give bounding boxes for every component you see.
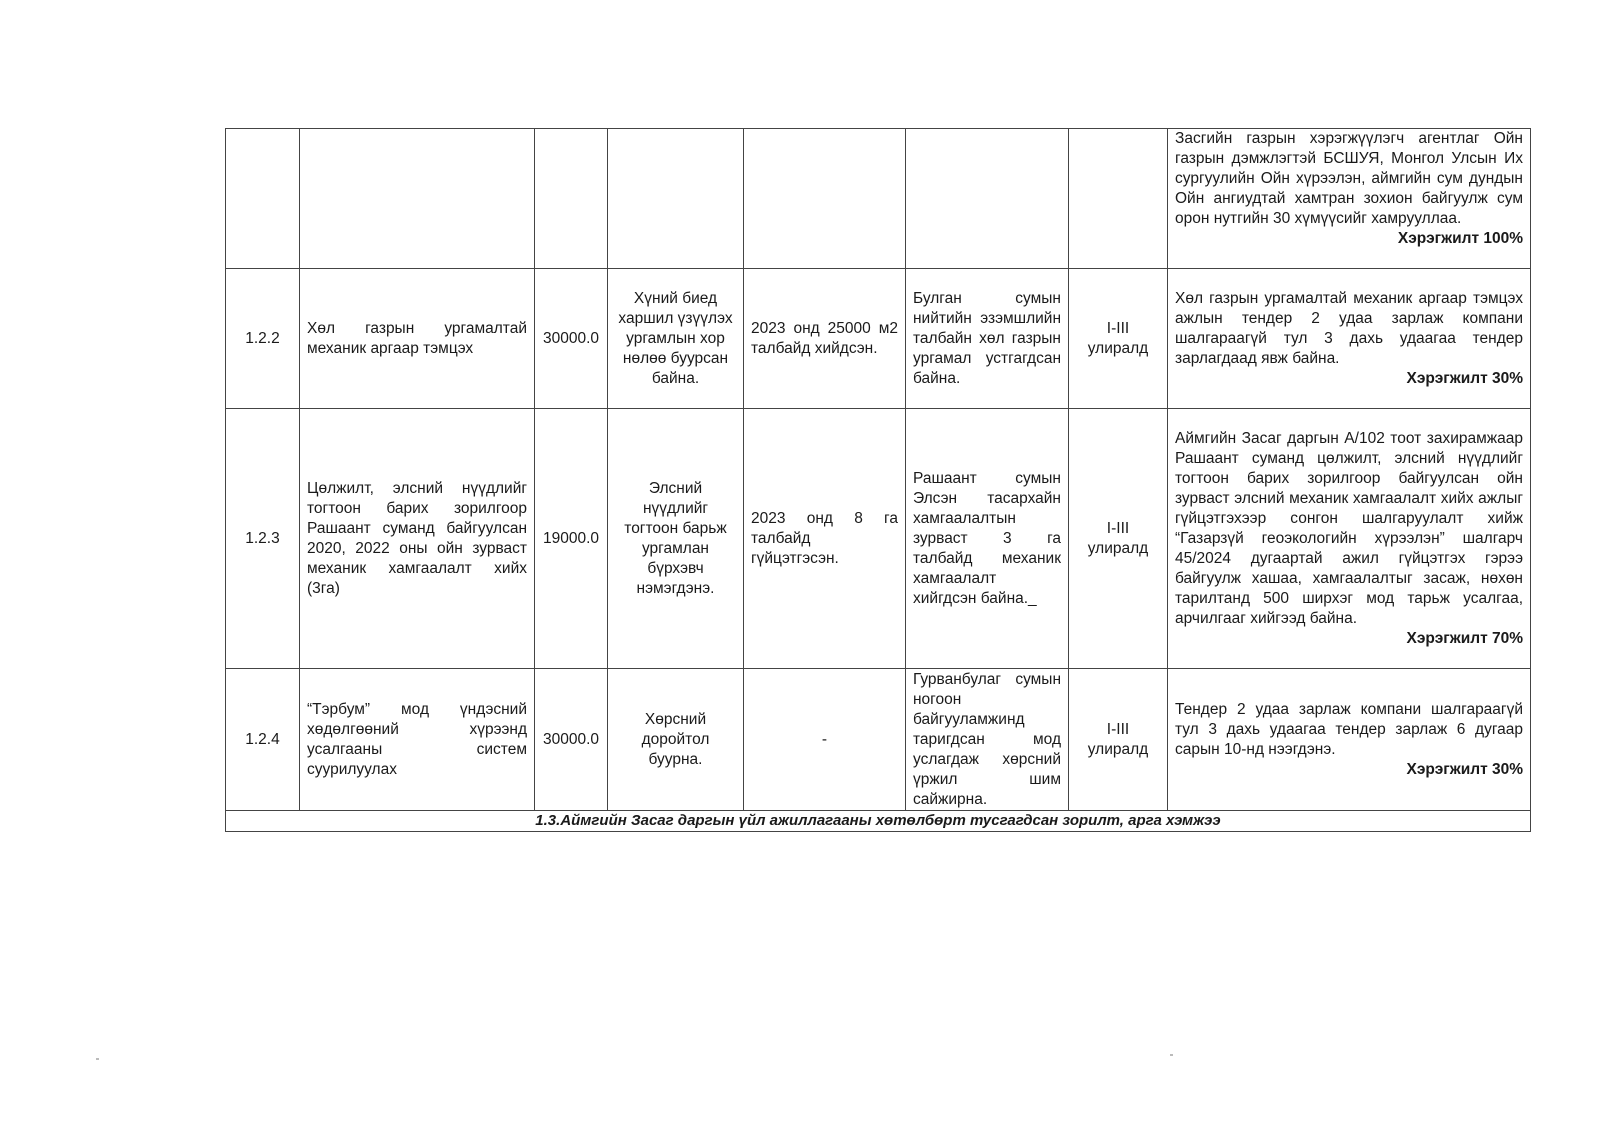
target-cell: Булган сумын нийтийн эзэмшлийн талбайн хөл газрын ургамал устгагдсан байна. xyxy=(906,269,1069,409)
period-cell: I-III улиралд xyxy=(1069,269,1168,409)
table-row xyxy=(226,129,1531,269)
period-cell: I-III улиралд xyxy=(1069,669,1168,811)
report-text: Тендер 2 удаа зарлаж компани шалгараагүй тул 3 дахь удаагаа тендер зарлаж 6 дугаар сарын 10-нд нээгдэнэ. xyxy=(1175,700,1523,758)
implementation-report-table xyxy=(225,128,1531,832)
outcome-cell: Элсний нүүдлийг тогтоон барьж ургамлан бүрхэвч нэмэгдэнэ. xyxy=(608,409,744,669)
scan-speck xyxy=(1170,1054,1173,1056)
budget-cell: 30000.0 xyxy=(535,669,608,811)
table-row xyxy=(226,669,1531,811)
period-cell: I-III улиралд xyxy=(1069,409,1168,669)
baseline-cell: 2023 онд 8 га талбайд гүйцэтгэсэн. xyxy=(744,409,906,669)
completion-rate: Хэрэгжилт 100% xyxy=(1397,230,1523,247)
target-cell: Рашаант сумын Элсэн тасархайн хамгаалалтын зурваст 3 га талбайд механик хамгаалалт хийгдсэн байна._ xyxy=(906,409,1069,669)
budget-cell: 19000.0 xyxy=(535,409,608,669)
completion-rate: Хэрэгжилт 30% xyxy=(1406,760,1523,778)
scan-speck xyxy=(96,1058,99,1060)
baseline-cell: - xyxy=(744,669,906,811)
completion-rate: Хэрэгжилт 70% xyxy=(1406,629,1523,647)
baseline-cell xyxy=(744,129,906,269)
row-number: 1.2.4 xyxy=(226,669,300,811)
row-number: 1.2.2 xyxy=(226,269,300,409)
section-heading: 1.3.Аймгийн Засаг даргын үйл ажиллагааны хөтөлбөрт тусгагдсан зорилт, арга хэмжээ xyxy=(226,811,1531,832)
activity-cell xyxy=(300,129,535,269)
report-cell xyxy=(1168,129,1531,269)
activity-cell: Цөлжилт, элсний нүүдлийг тогтоон барих зорилгоор Рашаант суманд байгуулсан 2020, 2022 оны ойн зурваст механик хамгаалалт хийх (3га) xyxy=(300,409,535,669)
table-row xyxy=(226,269,1531,409)
outcome-cell: Хөрсний доройтол буурна. xyxy=(608,669,744,811)
report-text: Хөл газрын ургамалтай механик аргаар тэмцэх ажлын тендер 2 удаа зарлаж компани шалгараагүй тул 3 дахь удаагаа тендер зарлагдаад явж байна. xyxy=(1175,289,1523,367)
row-number: 1.2.3 xyxy=(226,409,300,669)
report-text: Засгийн газрын хэрэгжүүлэгч агентлаг Ойн газрын дэмжлэгтэй БСШУЯ, Монгол Улсын Их сургуулийн Ойн хүрээлэн, аймгийн сум дундын Ойн ангиудтай хамтран зохион байгуулж сум орон нутгийн 30 хүмүүсийг хамрууллаа. xyxy=(1175,130,1523,227)
target-cell: Гурванбулаг сумын ногоон байгууламжинд таригдсан мод услагдаж хөрсний үржил шим сайжирна. xyxy=(906,669,1069,811)
row-number xyxy=(226,129,300,269)
table-row xyxy=(226,409,1531,669)
budget-cell xyxy=(535,129,608,269)
outcome-cell: Хүний биед харшил үзүүлэх ургамлын хор нөлөө буурсан байна. xyxy=(608,269,744,409)
report-cell xyxy=(1168,269,1531,409)
report-cell xyxy=(1168,669,1531,811)
report-text: Аймгийн Засаг даргын А/102 тоот захирамжаар Рашаант суманд цөлжилт, элсний нүүдлийг тогтоон барих зорилгоор байгуулсан ойн зурваст элсний механик хамгаалалт хийх ажлыг гүйцэтгэхээр сонгон шалгаруулалт хийж “Газарзүй геоэкологийн хүрээлэн” шалгарч 45/2024 дугаартай ажил гүйцэтгэх гэрээ байгуулж хашаа, хамгаалалтыг засаж, нөхөн тарилтанд 500 ширхэг мод тарьж усалгаа, арчилгааг хийгээд байна. xyxy=(1175,429,1523,627)
activity-cell: “Тэрбум” мод үндэсний хөдөлгөөний хүрээнд усалгааны систем суурилуулах xyxy=(300,669,535,811)
report-cell xyxy=(1168,409,1531,669)
baseline-cell: 2023 онд 25000 м2 талбайд хийдсэн. xyxy=(744,269,906,409)
target-cell xyxy=(906,129,1069,269)
outcome-cell xyxy=(608,129,744,269)
completion-rate: Хэрэгжилт 30% xyxy=(1406,369,1523,387)
activity-cell: Хөл газрын ургамалтай механик аргаар тэмцэх xyxy=(300,269,535,409)
period-cell xyxy=(1069,129,1168,269)
section-heading-row xyxy=(226,811,1531,832)
budget-cell: 30000.0 xyxy=(535,269,608,409)
